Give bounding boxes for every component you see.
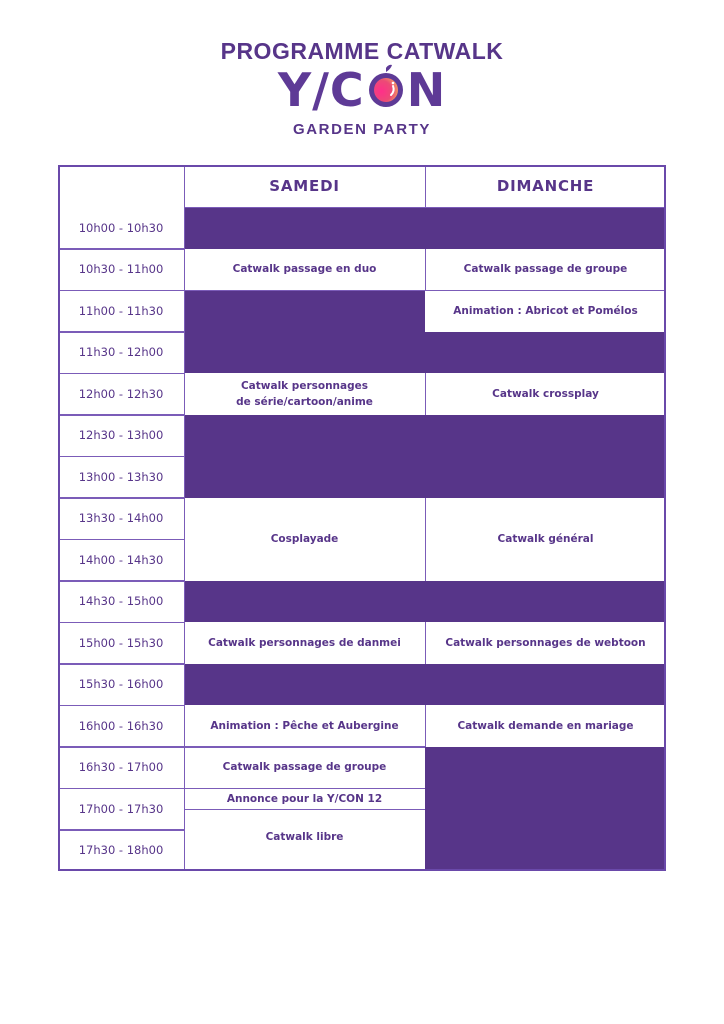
time-slot: 16h00 - 16h30: [78, 718, 164, 733]
row-divider: [58, 746, 184, 748]
event-samedi-libre: Catwalk libre: [184, 809, 425, 871]
column-divider: [425, 373, 427, 415]
time-slot: 14h00 - 14h30: [78, 552, 164, 567]
time-slot: 10h00 - 10h30: [78, 220, 164, 235]
break-block: [184, 415, 666, 498]
event-dimanche-general: Catwalk général: [425, 498, 666, 581]
column-divider: [425, 622, 427, 664]
event-dimanche-mariage: Catwalk demande en mariage: [425, 705, 666, 747]
break-block: [425, 747, 666, 872]
logo-text-right: N: [406, 63, 447, 117]
row-divider: [58, 663, 184, 665]
break-block: [184, 581, 666, 623]
break-block: [184, 290, 425, 373]
event-dimanche-crossplay: Catwalk crossplay: [425, 373, 666, 415]
time-slot: 11h30 - 12h00: [78, 345, 164, 360]
time-slot: 16h30 - 17h00: [78, 760, 164, 775]
row-divider: [184, 746, 425, 748]
break-block: [425, 332, 666, 374]
break-block: [184, 207, 666, 249]
event-samedi-peche: Animation : Pêche et Aubergine: [184, 705, 425, 747]
row-divider: [184, 290, 425, 292]
time-slot: 12h00 - 12h30: [78, 386, 164, 401]
break-block: [184, 664, 666, 706]
event-label-line: de série/cartoon/anime: [236, 395, 373, 408]
time-slot: 10h30 - 11h00: [78, 262, 164, 277]
event-samedi-annonce: Annonce pour la Y/CON 12: [184, 788, 425, 809]
page-header: [0, 0, 724, 150]
time-slot: 15h30 - 16h00: [78, 677, 164, 692]
time-slot: 13h00 - 13h30: [78, 469, 164, 484]
event-dimanche-abricot: Animation : Abricot et Pomélos: [425, 290, 666, 332]
row-divider: [58, 788, 184, 790]
event-dimanche-webtoon: Catwalk personnages de webtoon: [425, 622, 666, 664]
time-slot: 14h30 - 15h00: [78, 594, 164, 609]
column-header-samedi: SAMEDI: [184, 165, 425, 207]
column-divider: [425, 165, 427, 207]
event-samedi-cosplayade: Cosplayade: [184, 498, 425, 581]
time-slot: 17h30 - 18h00: [78, 843, 164, 858]
column-divider: [425, 249, 427, 291]
time-slot: 11h00 - 11h30: [78, 303, 164, 318]
row-divider: [184, 809, 425, 811]
column-divider: [425, 705, 427, 747]
row-divider: [58, 539, 184, 541]
logo-text-left: Y/C: [277, 63, 365, 117]
peach-icon: [366, 70, 406, 110]
header-divider: [184, 207, 666, 209]
row-divider: [58, 456, 184, 458]
row-divider: [58, 829, 184, 831]
column-divider: [425, 498, 427, 581]
row-divider: [58, 373, 184, 375]
row-divider: [58, 331, 184, 333]
row-divider: [58, 248, 184, 250]
time-slot: 17h00 - 17h30: [78, 801, 164, 816]
ycon-logo: [0, 62, 724, 118]
event-dimanche-groupe: Catwalk passage de groupe: [425, 249, 666, 291]
logo-wordmark: [278, 62, 446, 118]
row-divider: [58, 414, 184, 416]
row-divider: [58, 290, 184, 292]
row-divider: [58, 580, 184, 582]
time-slot: 12h30 - 13h00: [78, 428, 164, 443]
event-samedi-groupe: Catwalk passage de groupe: [184, 747, 425, 789]
event-samedi-danmei: Catwalk personnages de danmei: [184, 622, 425, 664]
row-divider: [425, 290, 666, 292]
page-subtitle: GARDEN PARTY: [292, 121, 432, 138]
event-samedi-duo: Catwalk passage en duo: [184, 249, 425, 291]
event-samedi-serie: [184, 373, 425, 415]
column-divider: [184, 165, 186, 871]
column-header-dimanche: DIMANCHE: [425, 165, 666, 207]
event-label-line: Catwalk personnages: [240, 379, 369, 392]
schedule-table: [58, 165, 666, 871]
time-slot: 15h00 - 15h30: [78, 635, 164, 650]
row-divider: [58, 497, 184, 499]
row-divider: [58, 705, 184, 707]
page-title: PROGRAMME CATWALK: [220, 38, 504, 64]
row-divider: [58, 622, 184, 624]
row-divider: [184, 788, 425, 790]
time-slot: 13h30 - 14h00: [78, 511, 164, 526]
